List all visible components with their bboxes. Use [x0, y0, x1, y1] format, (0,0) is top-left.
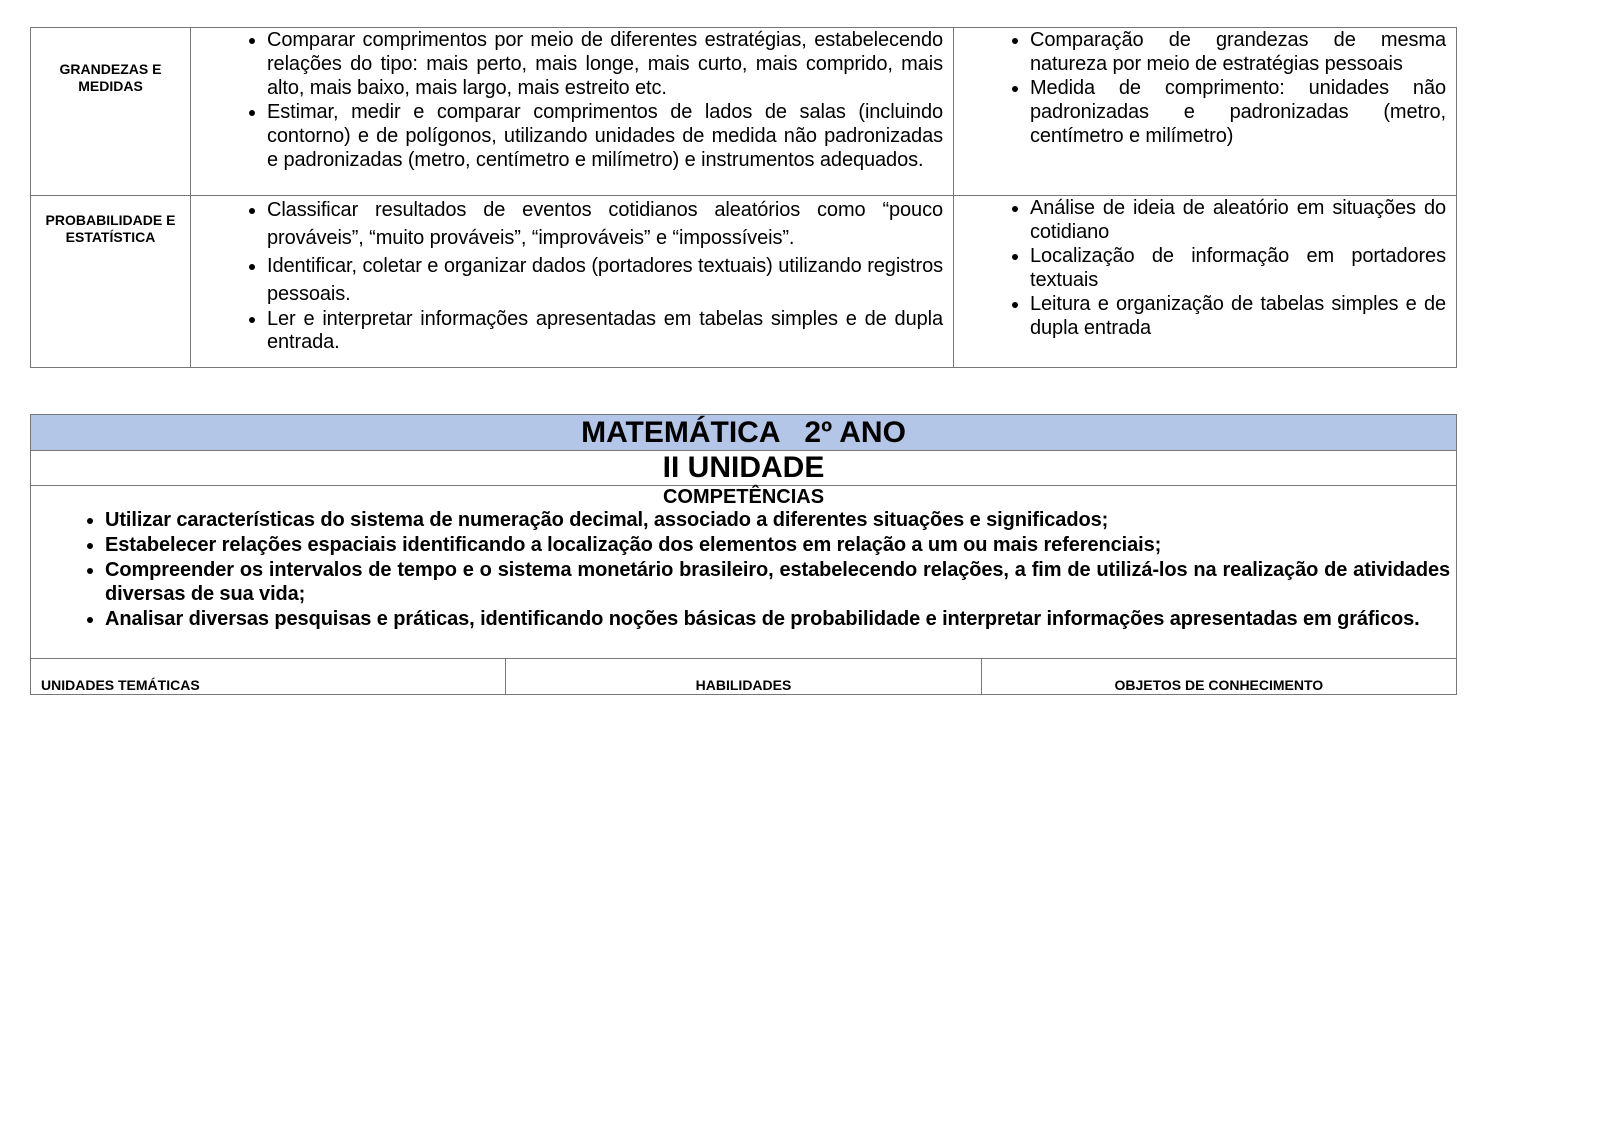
list-item: • Ler e interpretar informações apresentadas em tabelas simples e de dupla entrada.: [267, 308, 943, 354]
column-header: OBJETOS DE CONHECIMENTO: [981, 659, 1456, 695]
list-item: • Comparar comprimentos por meio de diferentes estratégias, estabelecendo relações do tipo: mais perto, mais longe, mais curto, mais comprido, mais alto, mais baixo, mais largo, mais estreito etc.: [267, 28, 943, 100]
list-item: • Análise de ideia de aleatório em situações do cotidiano: [1030, 196, 1446, 244]
competencias-title: COMPETÊNCIAS: [662, 486, 825, 508]
list-item: • Identificar, coletar e organizar dados (portadores textuais) utilizando registros pessoais.: [267, 252, 943, 308]
unit-table: [30, 414, 1457, 695]
list-item: • Leitura e organização de tabelas simples e de dupla entrada: [1030, 292, 1446, 340]
list-item: • Analisar diversas pesquisas e práticas, identificando noções básicas de probabilidade e interpretar informações apresentadas em gráficos.: [105, 607, 1450, 631]
table-row: [31, 196, 1457, 368]
list-item: • Comparação de grandezas de mesma natureza por meio de estratégias pessoais: [1030, 28, 1446, 76]
habilidades-list: [191, 28, 953, 172]
page-title: MATEMÁTICA 2º ANO: [31, 415, 1457, 451]
list-item: • Utilizar características do sistema de numeração decimal, associado a diferentes situações e significados;: [105, 508, 1450, 532]
list-item: • Medida de comprimento: unidades não padronizadas e padronizadas (metro, centímetro e milímetro): [1030, 76, 1446, 148]
list-item: • Estabelecer relações espaciais identificando a localização dos elementos em relação a um ou mais referenciais;: [105, 533, 1450, 557]
objetos-list: [954, 196, 1456, 340]
skills-table: [30, 27, 1457, 368]
table-row: [31, 28, 1457, 196]
column-header: HABILIDADES: [506, 659, 981, 695]
competencias-section: [31, 486, 1457, 659]
unit-title: II UNIDADE: [31, 451, 1457, 486]
unit-cell: PROBABILIDADE E ESTATÍSTICA: [31, 196, 191, 368]
list-item: • Classificar resultados de eventos cotidianos aleatórios como “pouco prováveis”, “muito prováveis”, “improváveis” e “impossíveis”.: [267, 196, 943, 252]
list-item: • Estimar, medir e comparar comprimentos de lados de salas (incluindo contorno) e de polígonos, utilizando unidades de medida não padronizadas e padronizadas (metro, centímetro e milímetro) e instrumentos adequados.: [267, 100, 943, 172]
list-item: • Localização de informação em portadores textuais: [1030, 244, 1446, 292]
list-item: • Compreender os intervalos de tempo e o sistema monetário brasileiro, estabelecendo relações, a fim de utilizá-los na realização de atividades diversas de sua vida;: [105, 558, 1450, 606]
habilidades-list: [191, 196, 953, 354]
objetos-list: [954, 28, 1456, 148]
unit-cell: GRANDEZAS E MEDIDAS: [31, 28, 191, 196]
competencias-list: [31, 508, 1456, 631]
column-header: UNIDADES TEMÁTICAS: [31, 659, 506, 695]
